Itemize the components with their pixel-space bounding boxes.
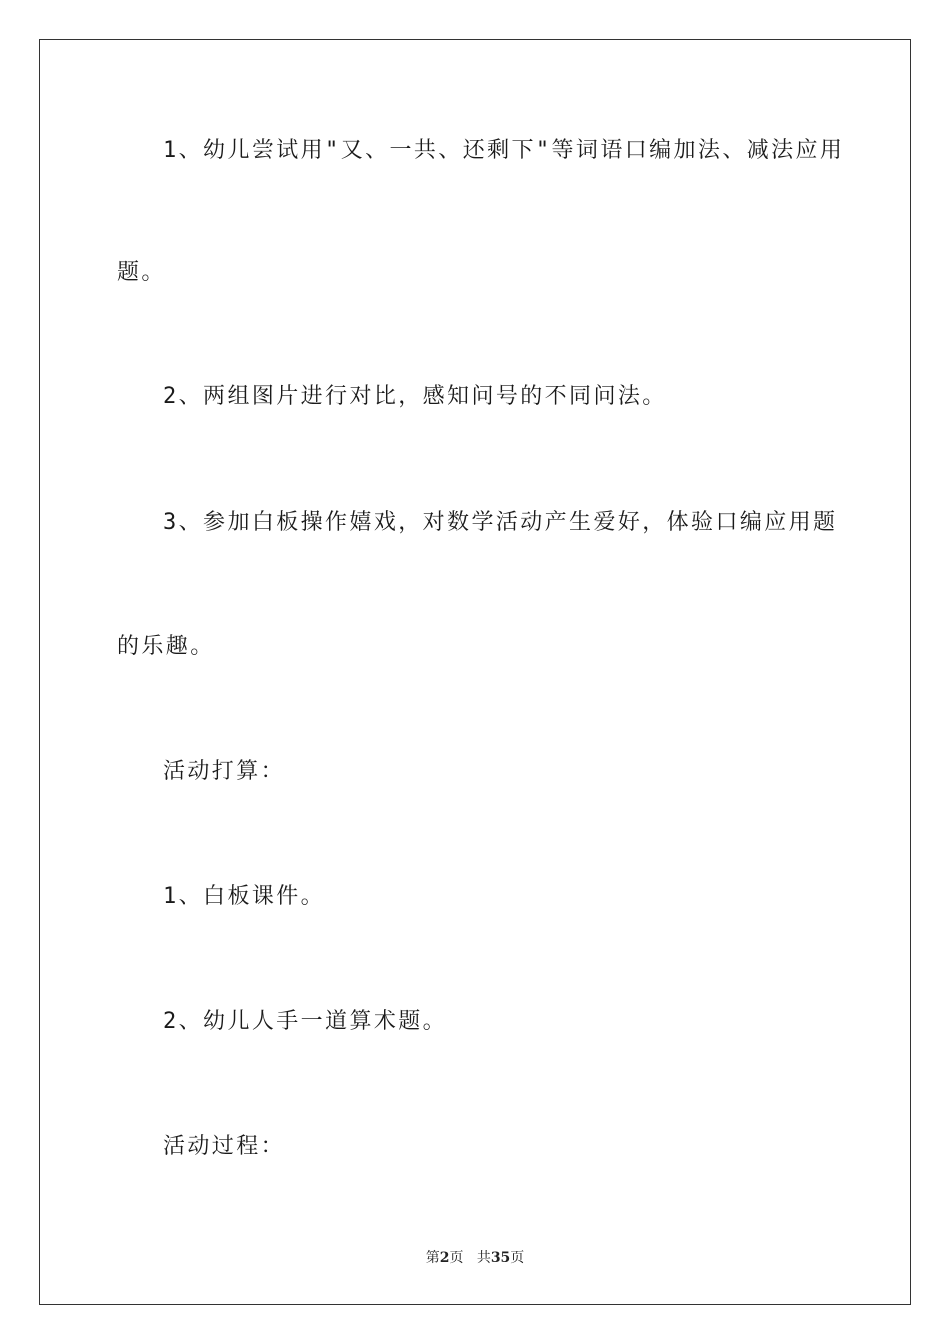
page-frame	[39, 39, 911, 1305]
paragraph-1-line-2: 题。	[117, 260, 166, 285]
total-suffix: 页	[510, 1250, 525, 1266]
page-prefix: 第	[425, 1250, 440, 1266]
paragraph-1-line-1: 1、幼儿尝试用"又、一共、还剩下"等词语口编加法、减法应用	[163, 138, 845, 163]
total-prefix: 共	[476, 1250, 491, 1266]
paragraph-2-line-1: 2、两组图片进行对比，感知问号的不同问法。	[163, 384, 667, 409]
page-suffix: 页	[449, 1250, 464, 1266]
page-footer	[0, 1247, 950, 1267]
section-heading-process: 活动过程：	[163, 1134, 286, 1159]
paragraph-3-line-1: 3、参加白板操作嬉戏，对数学活动产生爱好，体验口编应用题	[163, 510, 838, 535]
page-total: 35	[490, 1250, 511, 1266]
paragraph-3-line-2: 的乐趣。	[117, 634, 215, 659]
section-heading-preparation: 活动打算：	[163, 759, 286, 784]
paragraph-5-line-1: 1、白板课件。	[163, 884, 326, 909]
page-current: 2	[439, 1250, 450, 1266]
paragraph-6-line-1: 2、幼儿人手一道算术题。	[163, 1009, 448, 1034]
